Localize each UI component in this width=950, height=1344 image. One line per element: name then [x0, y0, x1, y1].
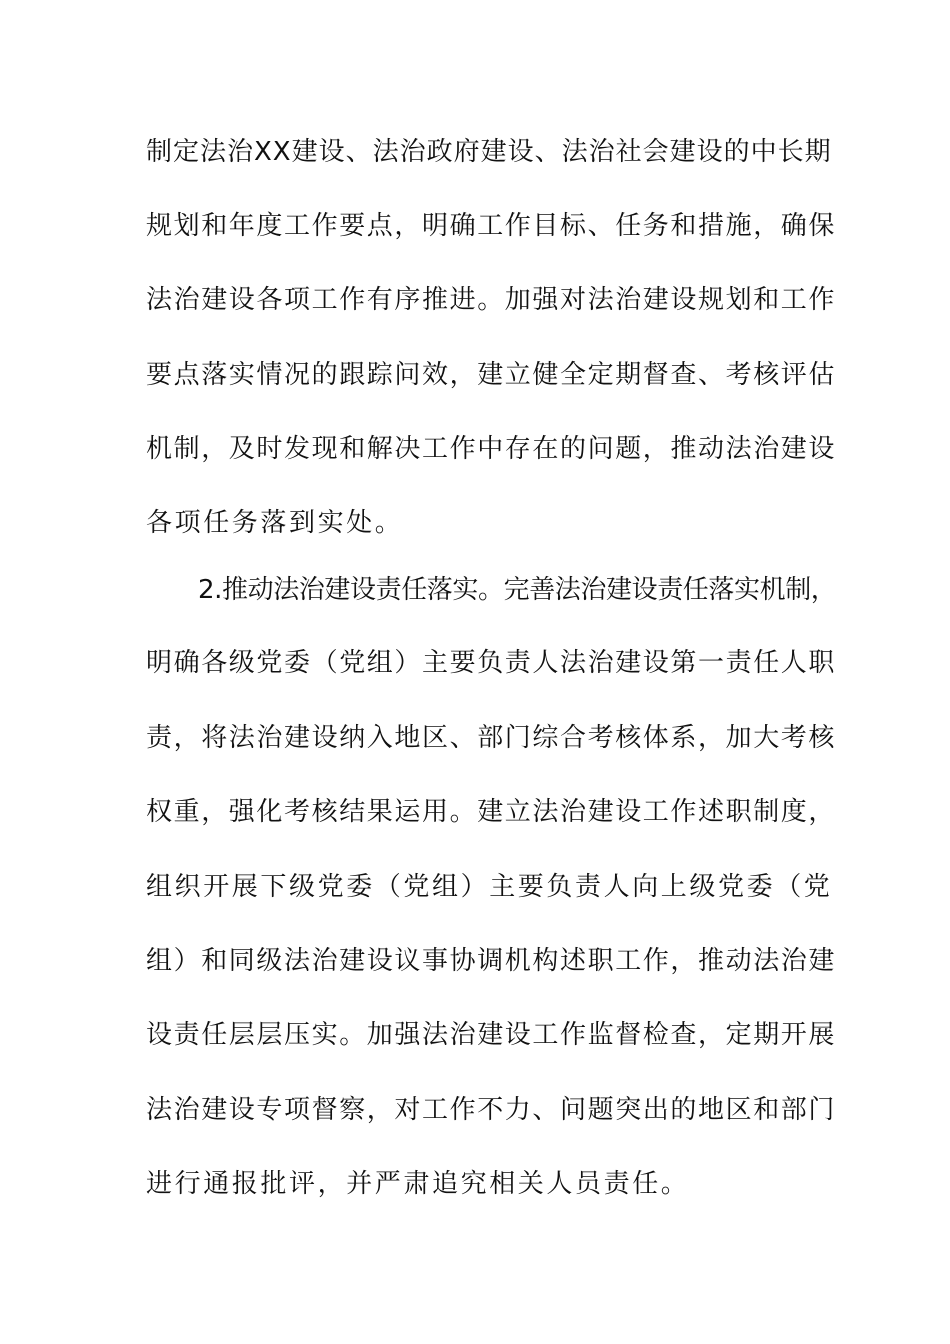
paragraph-2-line-2: 明确各级党委（党组）主要负责人法治建设第一责任人职: [146, 648, 837, 678]
paragraph-1-line-3: 法治建设各项工作有序推进。加强对法治建设规划和工作: [146, 285, 837, 315]
paragraph-1-line-1: 制定法治XX建设、法治政府建设、法治社会建设的中长期: [146, 137, 832, 167]
paragraph-2-line-4: 权重，强化考核结果运用。建立法治建设工作述职制度，: [146, 797, 837, 827]
paragraph-2-line-1: 2.推动法治建设责任落实。完善法治建设责任落实机制，: [198, 575, 837, 605]
paragraph-2-line-5: 组织开展下级党委（党组）主要负责人向上级党委（党: [146, 872, 833, 902]
paragraph-1-line-4: 要点落实情况的跟踪问效，建立健全定期督查、考核评估: [146, 360, 837, 390]
paragraph-2-line-9: 进行通报批评，并严肃追究相关人员责任。: [146, 1169, 690, 1199]
paragraph-2-line-7: 设责任层层压实。加强法治建设工作监督检查，定期开展: [146, 1020, 837, 1050]
paragraph-1-line-2: 规划和年度工作要点，明确工作目标、任务和措施，确保: [146, 211, 837, 241]
paragraph-2-line-6: 组）和同级法治建设议事协调机构述职工作，推动法治建: [146, 946, 837, 976]
paragraph-2-line-3: 责，将法治建设纳入地区、部门综合考核体系，加大考核: [146, 723, 837, 753]
paragraph-1-line-6: 各项任务落到实处。: [146, 508, 404, 538]
paragraph-2-line-8: 法治建设专项督察，对工作不力、问题突出的地区和部门: [146, 1095, 837, 1125]
paragraph-1-line-5: 机制，及时发现和解决工作中存在的问题，推动法治建设: [146, 434, 837, 464]
